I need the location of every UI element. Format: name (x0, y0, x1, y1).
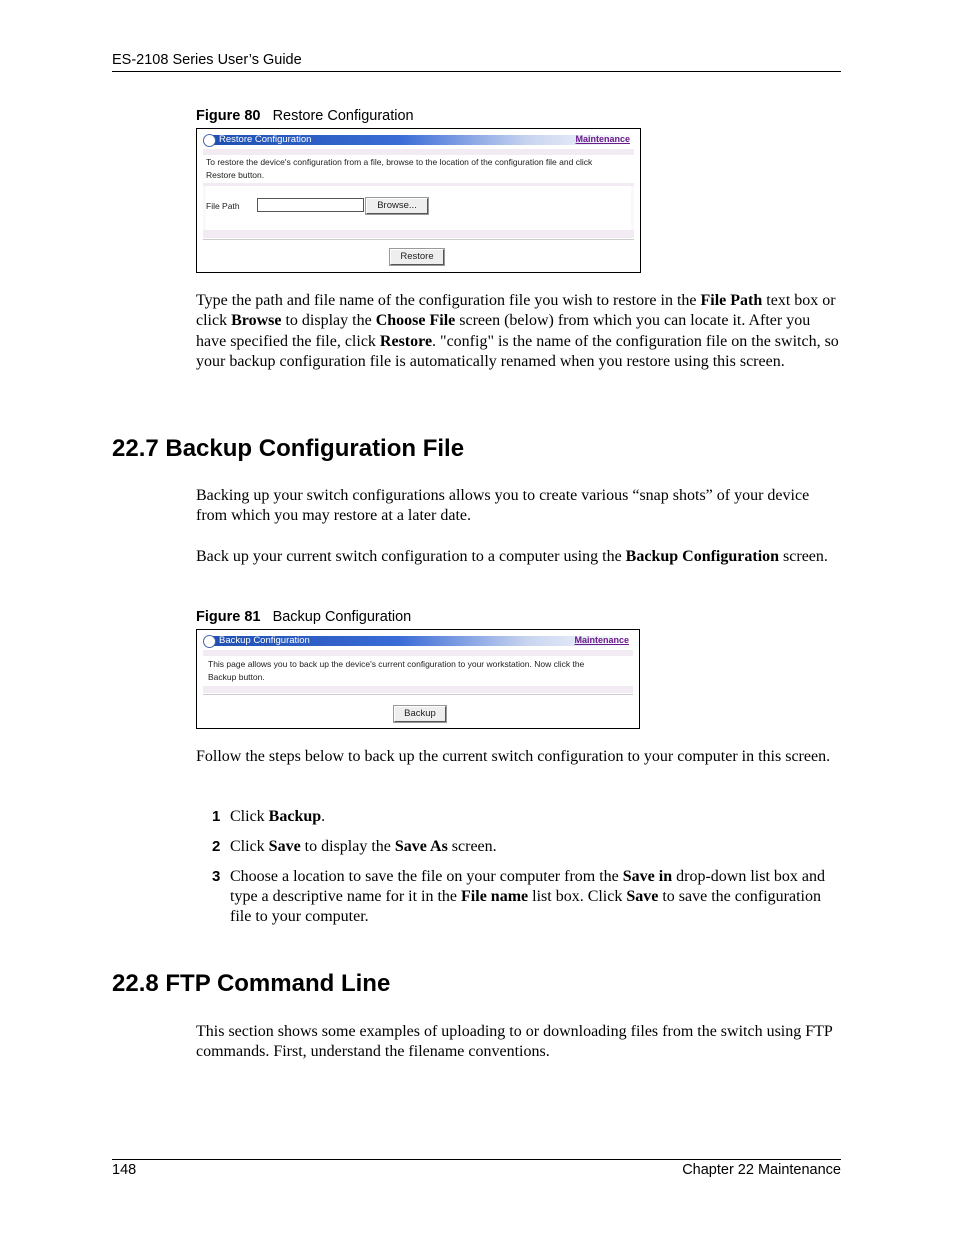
backup-button[interactable]: Backup (394, 706, 446, 722)
top-band (203, 650, 633, 656)
figure-81-label: Figure 81 (196, 609, 261, 625)
figure-80-title: Restore Configuration (272, 108, 414, 124)
title-bullet-icon (203, 635, 216, 648)
step-1: 1 Click Backup. (212, 808, 326, 825)
figure-81-caption (196, 609, 411, 625)
section-22-8-heading: 22.8 FTP Command Line (112, 970, 391, 997)
backup-intro-paragraph: Backing up your switch configurations allows you to create various “snap shots” of your device from which you may restore at a later date. (196, 487, 810, 525)
backup-description-line-1: This page allows you to back up the device's current configuration to your workstation. Now click the (208, 659, 585, 669)
backup-howto-paragraph: Back up your current switch configuration to a computer using the Backup Configuration screen. (196, 548, 828, 565)
maintenance-link[interactable]: Maintenance (575, 134, 630, 144)
backup-panel-title: Backup Configuration (219, 635, 310, 646)
file-path-label: File Path (206, 201, 240, 211)
restore-description-line-1: To restore the device's configuration from a file, browse to the location of the configuration file and click (206, 157, 593, 167)
section-22-7-heading: 22.7 Backup Configuration File (112, 435, 465, 462)
bottom-band (203, 686, 633, 693)
bottom-band (203, 230, 634, 238)
figure-80-label: Figure 80 (196, 108, 261, 124)
restore-button[interactable]: Restore (390, 249, 444, 265)
title-bullet-icon (203, 134, 216, 147)
backup-description-line-2: Backup button. (208, 672, 265, 682)
ftp-intro-paragraph: This section shows some examples of uploading to or downloading files from the switch using FTP commands. First, understand the filename conventions. (196, 1023, 833, 1061)
restore-configuration-screenshot (196, 128, 641, 273)
maintenance-link[interactable]: Maintenance (574, 635, 629, 645)
browse-button[interactable]: Browse... (366, 198, 428, 214)
restore-title-bar (203, 134, 634, 147)
page-number: 148 (112, 1162, 137, 1178)
header-rule (112, 71, 841, 72)
figure-81-title: Backup Configuration (272, 609, 412, 625)
figure-80-caption (196, 108, 414, 124)
steps-intro-paragraph: Follow the steps below to back up the current switch configuration to your computer in this screen. (196, 748, 831, 765)
step-2: 2 Click Save to display the Save As screen. (212, 838, 497, 855)
restore-description-line-2: Restore button. (206, 170, 265, 180)
backup-title-bar (203, 635, 633, 648)
file-path-input[interactable] (257, 198, 364, 212)
chapter-title: Chapter 22 Maintenance (682, 1162, 841, 1178)
restore-instructions-paragraph: Type the path and file name of the configuration file you wish to restore in the File Path text box or click Browse to display the Choose File screen (below) from which you can locate it. After you have specified the file, click Restore. "config" is the name of the configuration file on the switch, so your backup configuration file is automatically renamed when you restore using this screen. (196, 292, 839, 370)
separator-band (203, 183, 634, 186)
step-3: 3 Choose a location to save the file on your computer from the Save in drop-down list box and type a descriptive name for it in the File name list box. Click Save to save the configuration file to your computer. (212, 868, 825, 926)
top-band (203, 149, 634, 155)
footer-rule (112, 1159, 841, 1160)
restore-panel-title: Restore Configuration (219, 134, 312, 145)
running-header: ES-2108 Series User’s Guide (112, 52, 302, 68)
backup-configuration-screenshot (196, 629, 640, 729)
